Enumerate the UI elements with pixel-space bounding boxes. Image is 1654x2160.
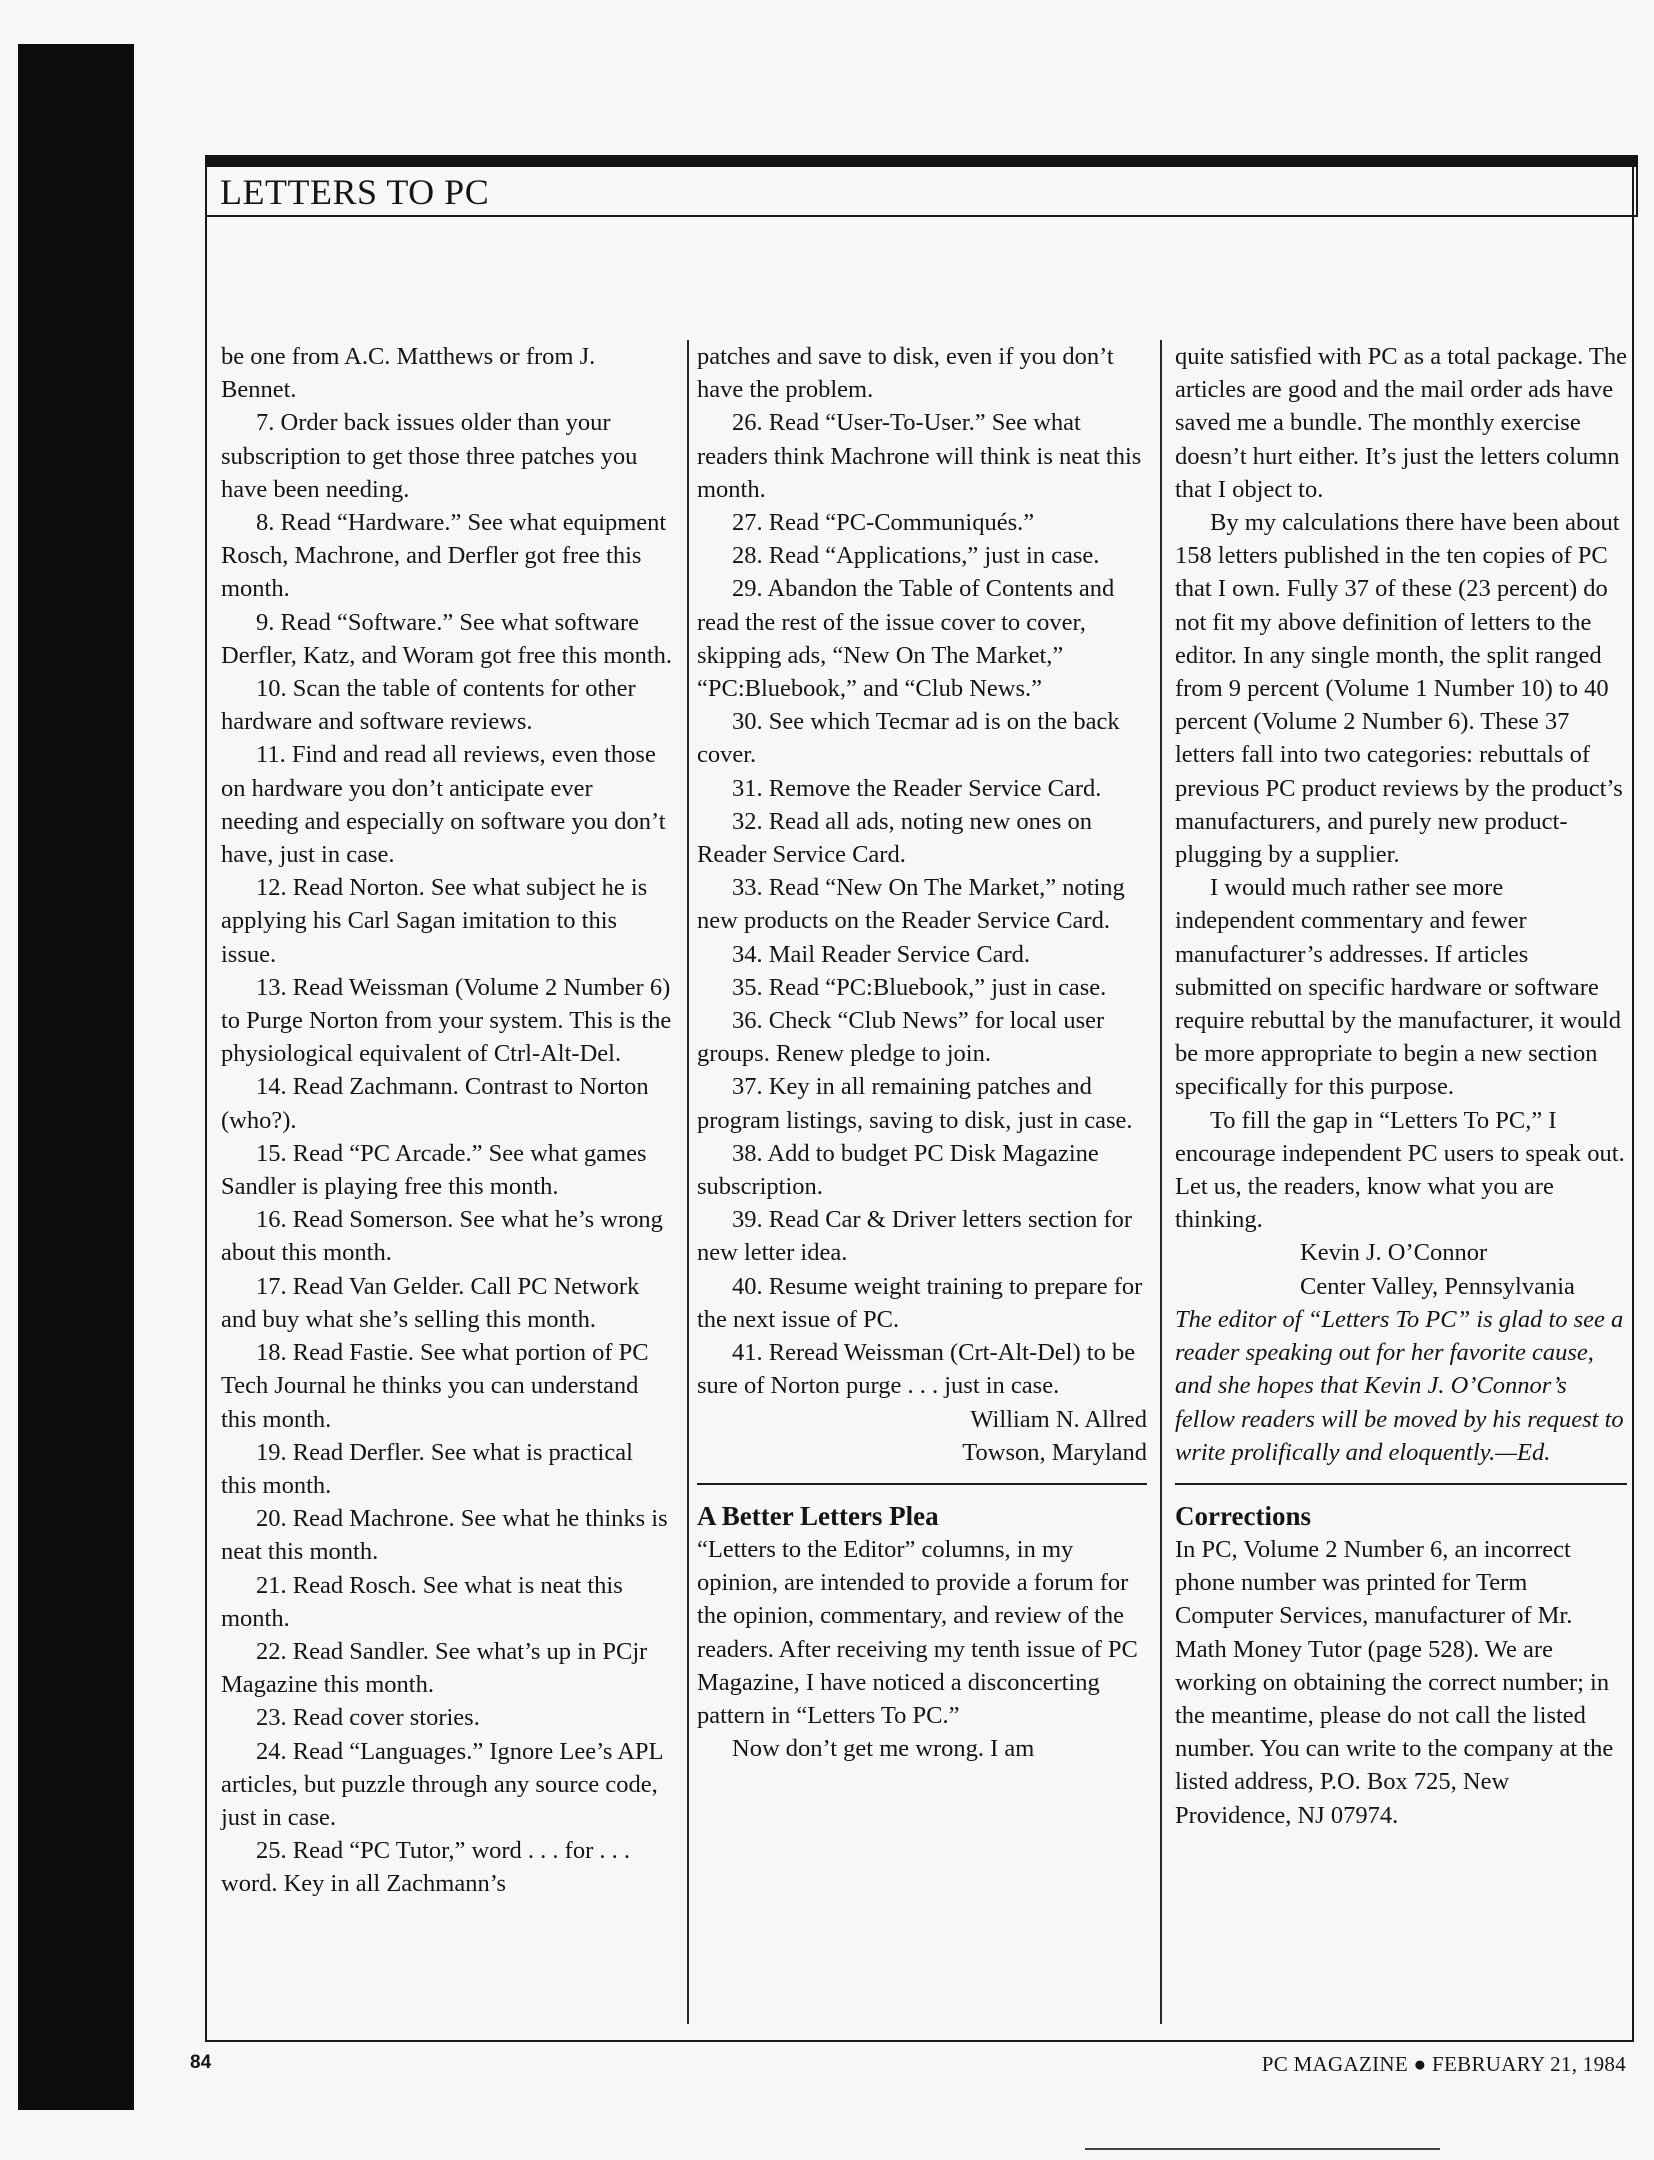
list-item: 15. Read “PC Arcade.” See what games Sandler is playing free this month. xyxy=(221,1139,647,1201)
section-rule xyxy=(1175,1483,1627,1485)
list-item: 26. Read “User-To-User.” See what readers think Machrone will think is neat this month. xyxy=(697,409,1142,503)
paragraph: be one from A.C. Matthews or from J. Bennet. xyxy=(221,343,596,404)
list-item: 23. Read cover stories. xyxy=(256,1704,480,1732)
frame-right xyxy=(1632,167,1634,2042)
list-item: 38. Add to budget PC Disk Magazine subscription. xyxy=(697,1139,1099,1201)
list-item: 16. Read Somerson. See what he’s wrong about this month. xyxy=(221,1206,663,1267)
list-item: 31. Remove the Reader Service Card. xyxy=(732,774,1102,802)
frame-bottom xyxy=(205,2040,1634,2042)
column-3 xyxy=(1175,340,1627,1832)
list-item: 11. Find and read all reviews, even those on hardware you don’t anticipate ever needing and especially on software you don’t have, just in case. xyxy=(221,741,666,869)
top-rule xyxy=(205,155,1638,167)
section-header xyxy=(205,167,1638,217)
frame-left xyxy=(205,167,207,2042)
column-1 xyxy=(221,340,673,1901)
paragraph: By my calculations there have been about 158 letters published in the ten copies of PC that I own. Fully 37 of these (23 percent) do not fit my above definition of letters to the editor. In any single month, the split ranged from 9 percent (Volume 1 Number 10) to 40 percent (Volume 2 Number 6). These 37 letters fall into two categories: rebuttals of previous PC product reviews by the product’s manufacturers, and purely new product-plugging by a supplier. xyxy=(1175,509,1623,869)
column-divider xyxy=(1160,340,1162,2024)
list-item: 36. Check “Club News” for local user groups. Renew pledge to join. xyxy=(697,1007,1105,1068)
paragraph: I would much rather see more independent commentary and fewer manufacturer’s addresses. If articles submitted on specific hardware or software require rebuttal by the manufacturer, it would be more appropriate to begin a new section specifically for this purpose. xyxy=(1175,874,1621,1101)
paragraph: To fill the gap in “Letters To PC,” I encourage independent PC users to speak out. Let us, the readers, know what you are thinking. xyxy=(1175,1106,1625,1234)
list-item: 13. Read Weissman (Volume 2 Number 6) to Purge Norton from your system. This is the physiological equivalent of Ctrl-Alt-Del. xyxy=(221,973,672,1068)
list-item: 41. Reread Weissman (Crt-Alt-Del) to be sure of Norton purge . . . just in case. xyxy=(697,1339,1136,1400)
column-divider xyxy=(687,340,689,2024)
list-item: 34. Mail Reader Service Card. xyxy=(732,940,1030,968)
editor-note: The editor of “Letters To PC” is glad to see a reader speaking out for her favorite cause, and she hopes that Kevin J. O’Connor’s fellow readers will be moved by his request to write prolifically and eloquently.—Ed. xyxy=(1175,1305,1624,1466)
list-item: 22. Read Sandler. See what’s up in PCjr Magazine this month. xyxy=(221,1637,648,1699)
scan-edge-bar xyxy=(18,44,134,2110)
list-item: 29. Abandon the Table of Contents and read the rest of the issue cover to cover, skipping ads, “New On The Market,” “PC:Bluebook,” and “Club News.” xyxy=(697,575,1115,703)
list-item: 37. Key in all remaining patches and program listings, saving to disk, just in case. xyxy=(697,1073,1133,1134)
list-item: 27. Read “PC-Communiqués.” xyxy=(732,509,1035,537)
paragraph: “Letters to the Editor” columns, in my opinion, are intended to provide a forum for the opinion, commentary, and review of the readers. After receiving my tenth issue of PC Magazine, I have noticed a disconcerting pattern in “Letters To PC.” xyxy=(697,1535,1138,1729)
list-item: 20. Read Machrone. See what he thinks is neat this month. xyxy=(221,1505,668,1566)
signature-name: Kevin J. O’Connor xyxy=(1300,1239,1488,1267)
list-item: 30. See which Tecmar ad is on the back cover. xyxy=(697,708,1120,769)
list-item: 28. Read “Applications,” just in case. xyxy=(732,542,1100,570)
column-2 xyxy=(697,340,1147,1765)
paragraph: Now don’t get me wrong. I am xyxy=(732,1735,1035,1763)
list-item: 17. Read Van Gelder. Call PC Network and buy what she’s selling this month. xyxy=(221,1272,640,1333)
list-item: 32. Read all ads, noting new ones on Reader Service Card. xyxy=(697,807,1092,869)
list-item: 25. Read “PC Tutor,” word . . . for . . . word. Key in all Zachmann’s xyxy=(221,1837,630,1898)
list-item: 19. Read Derfler. See what is practical this month. xyxy=(221,1438,633,1499)
signature-place: Towson, Maryland xyxy=(962,1438,1147,1466)
list-item: 24. Read “Languages.” Ignore Lee’s APL articles, but puzzle through any source code, just in case. xyxy=(221,1737,663,1831)
list-item: 12. Read Norton. See what subject he is applying his Carl Sagan imitation to this issue. xyxy=(221,874,648,968)
list-item: 10. Scan the table of contents for other hardware and software reviews. xyxy=(221,675,636,736)
section-rule xyxy=(697,1483,1147,1485)
scan-artifact-line xyxy=(1085,2148,1440,2150)
list-item: 18. Read Fastie. See what portion of PC Tech Journal he thinks you can understand this month. xyxy=(221,1339,649,1433)
page-number: 84 xyxy=(190,2052,212,2073)
list-item: 35. Read “PC:Bluebook,” just in case. xyxy=(732,973,1107,1001)
list-item: 7. Order back issues older than your subscription to get those three patches you have been needing. xyxy=(221,409,638,503)
signature-name: William N. Allred xyxy=(970,1405,1147,1433)
paragraph: quite satisfied with PC as a total package. The articles are good and the mail order ads have saved me a bundle. The monthly exercise doesn’t hurt either. It’s just the letters column that I object to. xyxy=(1175,343,1628,503)
list-item: 14. Read Zachmann. Contrast to Norton (who?). xyxy=(221,1073,649,1134)
paragraph: patches and save to disk, even if you don’t have the problem. xyxy=(697,343,1114,404)
section-title: A Better Letters Plea xyxy=(697,1500,939,1531)
list-item: 9. Read “Software.” See what software Derfler, Katz, and Woram got free this month. xyxy=(221,608,673,669)
list-item: 21. Read Rosch. See what is neat this month. xyxy=(221,1571,623,1632)
list-item: 8. Read “Hardware.” See what equipment Rosch, Machrone, and Derfler got free this month. xyxy=(221,509,667,603)
paragraph: In PC, Volume 2 Number 6, an incorrect phone number was printed for Term Computer Services, manufacturer of Mr. Math Money Tutor (page 528). We are working on obtaining the correct number; in the meantime, please do not call the listed number. You can write to the company at the listed address, P.O. Box 725, New Providence, NJ 07974. xyxy=(1175,1535,1614,1829)
page-title: LETTERS TO PC xyxy=(220,172,490,212)
signature-place: Center Valley, Pennsylvania xyxy=(1300,1272,1575,1300)
list-item: 33. Read “New On The Market,” noting new products on the Reader Service Card. xyxy=(697,874,1125,935)
section-title: Corrections xyxy=(1175,1500,1311,1531)
masthead: PC MAGAZINE ● FEBRUARY 21, 1984 xyxy=(1261,2052,1626,2076)
list-item: 40. Resume weight training to prepare for the next issue of PC. xyxy=(697,1272,1143,1333)
list-item: 39. Read Car & Driver letters section for new letter idea. xyxy=(697,1206,1133,1267)
